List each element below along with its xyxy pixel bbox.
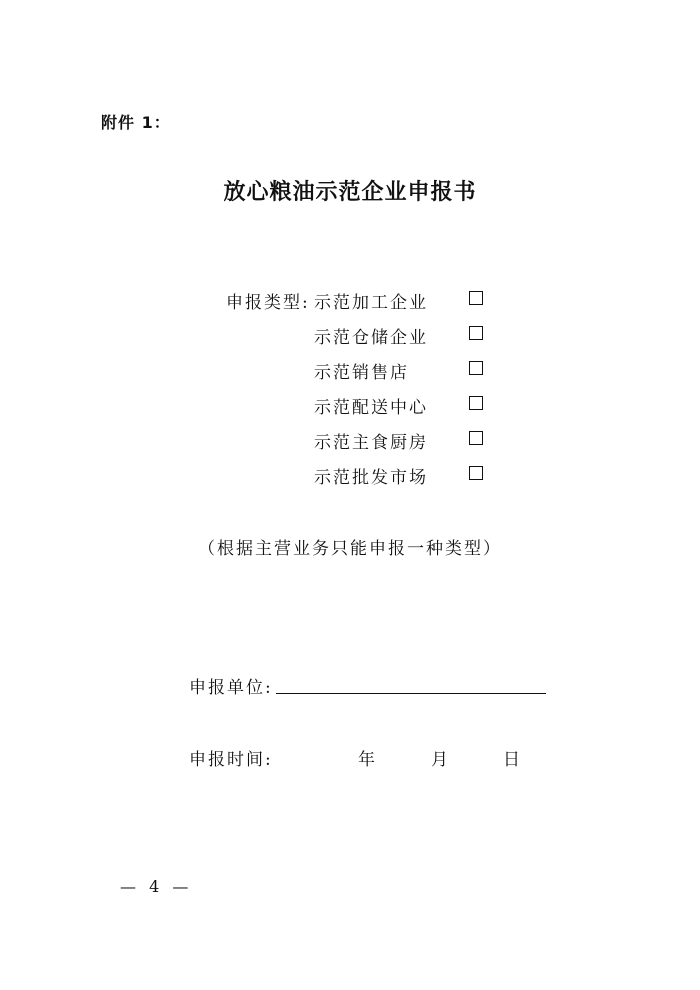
option-label: 示范配送中心 — [314, 398, 428, 418]
option-label: 示范批发市场 — [314, 468, 428, 488]
day-label: 日 — [503, 750, 520, 770]
checkbox-processing-enterprise[interactable] — [469, 291, 483, 305]
applicant-unit-label: 申报单位: — [189, 678, 273, 698]
checkbox-distribution-center[interactable] — [469, 396, 483, 410]
application-type-label: 申报类型: — [226, 293, 310, 313]
option-storage-enterprise — [314, 323, 494, 347]
attachment-label: 附件 1： — [101, 113, 171, 132]
type-note: （根据主营业务只能申报一种类型） — [198, 539, 502, 559]
year-label: 年 — [358, 750, 375, 770]
option-label: 示范加工企业 — [314, 293, 428, 313]
page-number: — 4 — — [120, 877, 193, 896]
option-label: 示范仓储企业 — [314, 328, 428, 348]
option-distribution-center — [314, 393, 494, 417]
applicant-unit-field[interactable] — [276, 693, 546, 694]
option-sales-store — [314, 358, 494, 382]
document-title: 放心粮油示范企业申报书 — [223, 180, 477, 205]
option-wholesale-market — [314, 463, 494, 487]
checkbox-wholesale-market[interactable] — [469, 466, 483, 480]
application-time-label: 申报时间: — [189, 750, 273, 770]
option-processing-enterprise — [314, 288, 494, 312]
month-label: 月 — [431, 750, 448, 770]
option-label: 示范主食厨房 — [314, 433, 428, 453]
option-label: 示范销售店 — [314, 363, 409, 383]
checkbox-staple-food-kitchen[interactable] — [469, 431, 483, 445]
checkbox-storage-enterprise[interactable] — [469, 326, 483, 340]
option-staple-food-kitchen — [314, 428, 494, 452]
checkbox-sales-store[interactable] — [469, 361, 483, 375]
